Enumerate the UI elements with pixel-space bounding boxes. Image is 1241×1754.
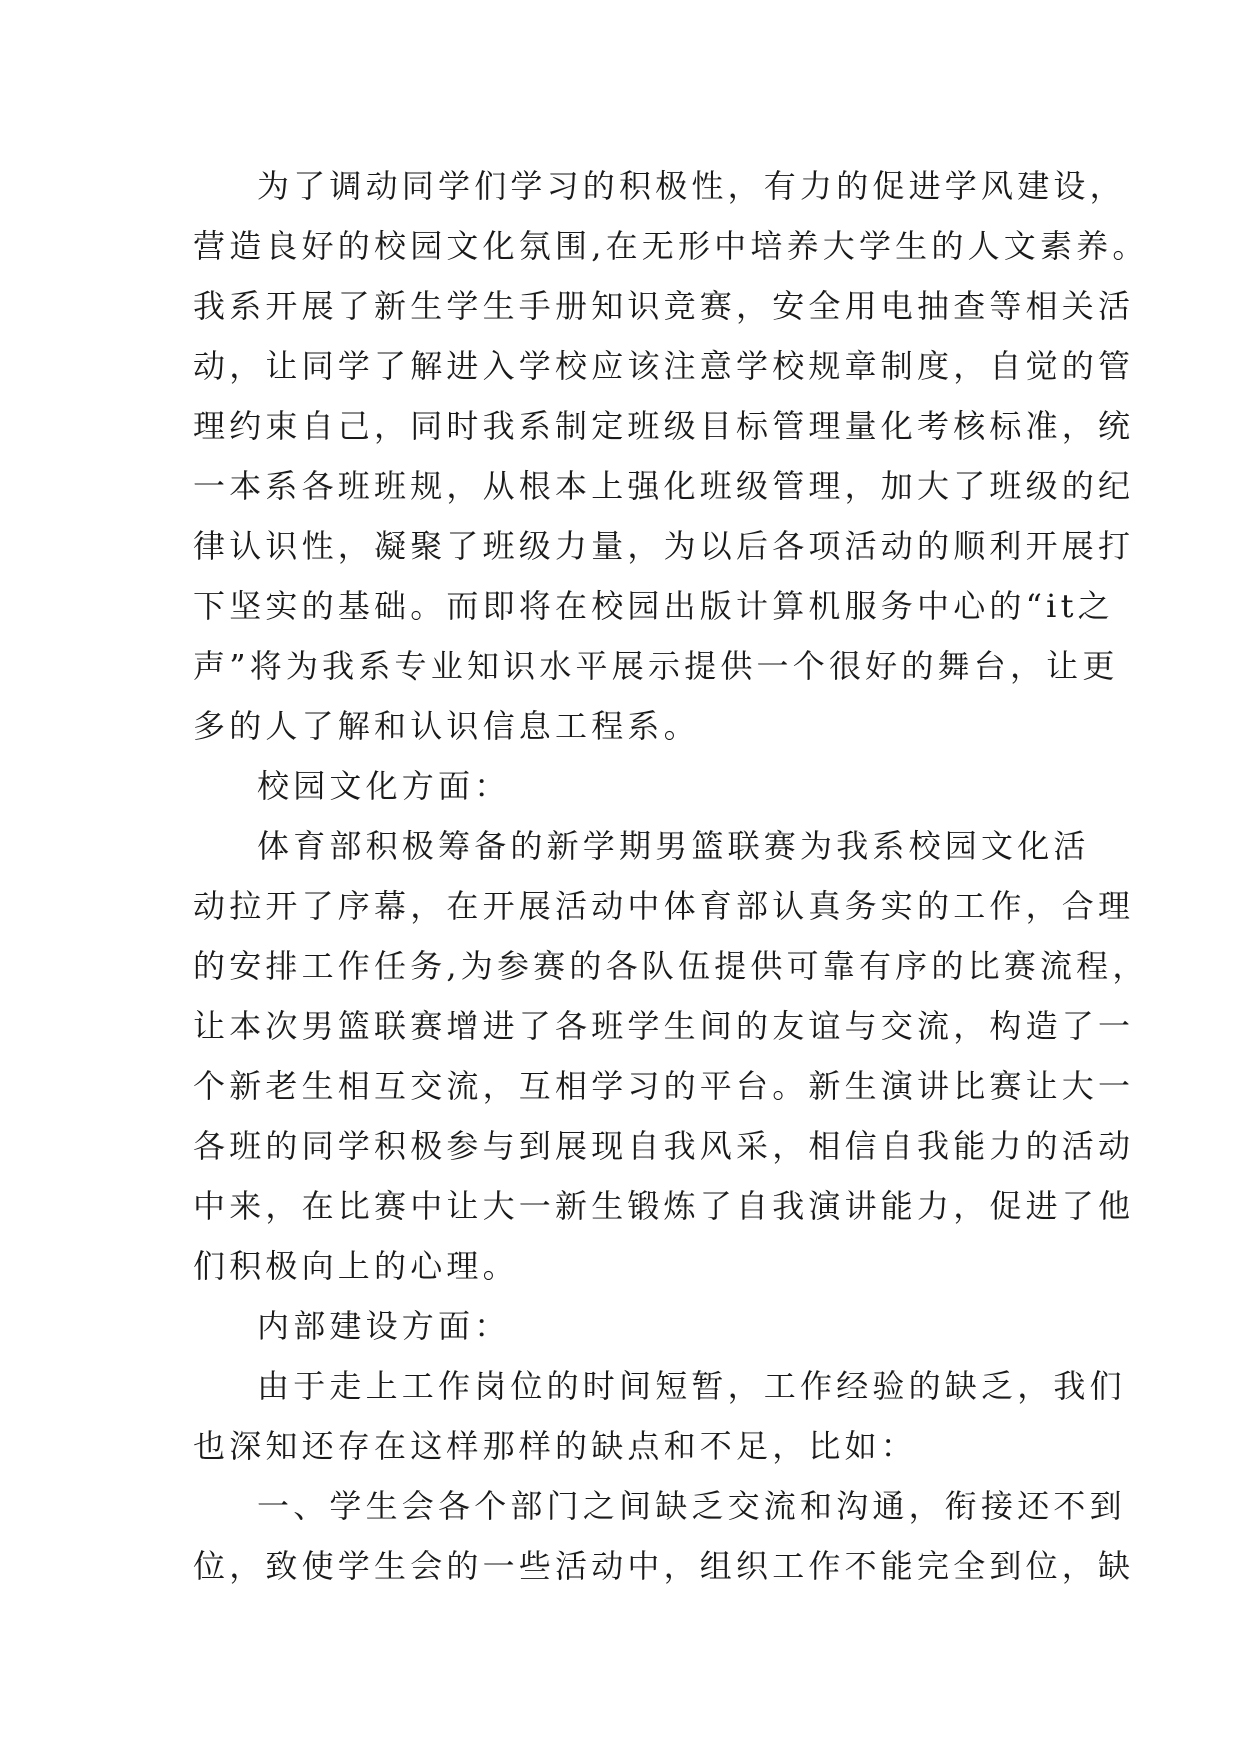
text-line: 体育部积极筹备的新学期男篮联赛为我系校园文化活 bbox=[257, 827, 1090, 865]
text-line: 营造良好的校园文化氛围,在无形中培养大学生的人文素养。 bbox=[193, 227, 1149, 265]
text-line: 各班的同学积极参与到展现自我风采，相信自我能力的活动 bbox=[193, 1127, 1135, 1165]
text-line: 让本次男篮联赛增进了各班学生间的友谊与交流，构造了一 bbox=[193, 1007, 1135, 1045]
text-line: 个新老生相互交流，互相学习的平台。新生演讲比赛让大一 bbox=[193, 1067, 1135, 1105]
text-line: 的安排工作任务,为参赛的各队伍提供可靠有序的比赛流程， bbox=[193, 947, 1149, 985]
text-line: 们积极向上的心理。 bbox=[193, 1247, 519, 1285]
text-line: 由于走上工作岗位的时间短暂，工作经验的缺乏，我们 bbox=[257, 1367, 1126, 1405]
text-line: 声”将为我系专业知识水平展示提供一个很好的舞台，让更 bbox=[193, 647, 1119, 685]
text-line: 动，让同学了解进入学校应该注意学校规章制度，自觉的管 bbox=[193, 347, 1135, 385]
text-line: 我系开展了新生学生手册知识竞赛，安全用电抽查等相关活 bbox=[193, 287, 1135, 325]
text-line: 为了调动同学们学习的积极性，有力的促进学风建设， bbox=[257, 167, 1126, 205]
text-line: 理约束自己，同时我系制定班级目标管理量化考核标准，统 bbox=[193, 407, 1135, 445]
text-line: 一本系各班班规，从根本上强化班级管理，加大了班级的纪 bbox=[193, 467, 1135, 505]
text-line: 动拉开了序幕，在开展活动中体育部认真务实的工作，合理 bbox=[193, 887, 1135, 925]
text-line: 律认识性，凝聚了班级力量，为以后各项活动的顺利开展打 bbox=[193, 527, 1135, 565]
text-line: 下坚实的基础。而即将在校园出版计算机服务中心的“it之 bbox=[193, 587, 1114, 625]
text-line: 一、学生会各个部门之间缺乏交流和沟通，衔接还不到 bbox=[257, 1487, 1126, 1525]
text-line: 中来，在比赛中让大一新生锻炼了自我演讲能力，促进了他 bbox=[193, 1187, 1135, 1225]
section-heading: 内部建设方面： bbox=[257, 1307, 511, 1345]
text-line: 位，致使学生会的一些活动中，组织工作不能完全到位，缺 bbox=[193, 1547, 1135, 1585]
section-heading: 校园文化方面： bbox=[257, 767, 511, 805]
text-line: 多的人了解和认识信息工程系。 bbox=[193, 707, 700, 745]
text-line: 也深知还存在这样那样的缺点和不足，比如： bbox=[193, 1427, 918, 1465]
